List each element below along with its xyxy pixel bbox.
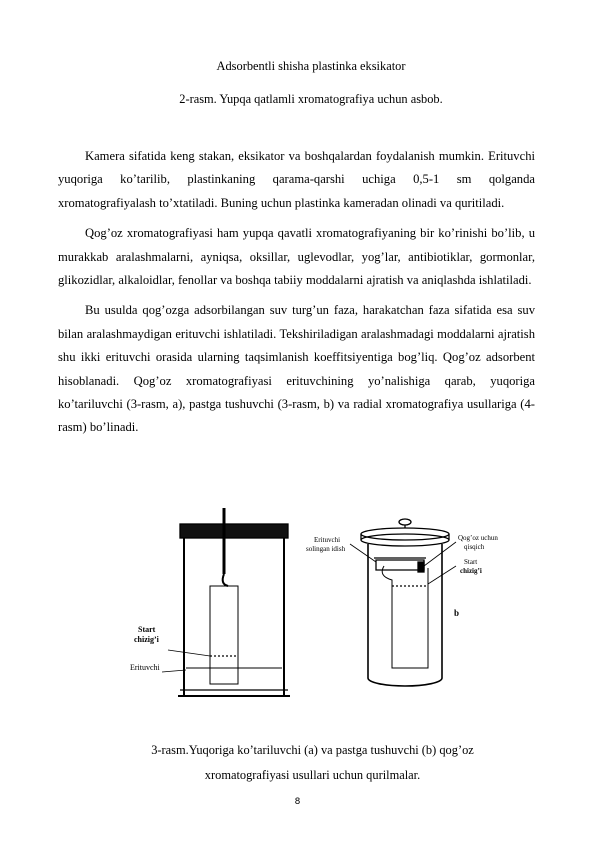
right-chizigi-label: chizig’i [460,567,482,575]
page-number: 8 [294,797,301,807]
paragraph-2: Qog’oz xromatografiyasi ham yupqa qavatli xromatografiyaning bir ko’rinishi bo’lib, u murakkab aralashmalarni, ayniqsa, oksillar, uglevodlar, yog’lar, antibiotiklar, gormonlar, glikozidlar, alkaloidlar, fenollar va boshqa tabiiy moddalarni ajratish va aniqlashda ishlatiladi. [58,226,535,288]
left-start-label: Start [138,625,156,634]
paragraph-1: Kamera sifatida keng stakan, eksikator va boshqalardan foydalanish mumkin. Erituvchi yuqoriga ko’tarilib, plastinkaning qarama-qarshi uchiga 0,5-1 sm qolganda xromatografiyalash to’xtatiladi. Buning uchun plastinka kameradan olinadi va quritiladi. [58,149,535,210]
paper-strip [210,586,238,684]
right-qisqich-label: qisqich [464,543,485,551]
left-erituvchi-label: Erituvchi [130,663,160,672]
right-start-label: Start [464,558,478,566]
figure-3-caption [0,738,595,788]
body-text [58,145,535,447]
jar-lid [180,524,288,538]
ascending-apparatus-drawing [162,508,290,696]
right-solingan-label: solingan idish [306,545,346,553]
right-b-label: b [454,608,460,618]
left-chizigi-label: chizig’i [134,635,159,644]
figure-2-caption: 2-rasm. Yupqa qatlamli xromatografiya uchun asbob. [179,92,443,106]
right-qogoz-label: Qog’oz uchun [458,534,498,542]
descending-apparatus-drawing [350,519,456,686]
figure-3-caption-line-1: 3-rasm.Yuqoriga ko’tariluvchi (a) va pastga tushuvchi (b) qog’oz [151,743,474,757]
chromatography-apparatus-figure [118,508,518,703]
right-erituvchi-label: Erituvchi [314,536,341,544]
paragraph-3: Bu usulda qog’ozga adsorbilangan suv turg’un faza, harakatchan faza sifatida esa suv bilan aralashmaydigan erituvchi ishlatiladi. Tekshiriladigan aralashmadagi moddalarni ajratish shu ikki erituvchi orasida ularning taqsimlanish koeffitsiyentiga bog’liq. Qog’oz adsorbent hisoblanadi. Qog’oz xromatografiyasi erituvchining yo’nalishiga qarab, yuqoriga ko’tariluvchi (3-rasm, a), pastga tushuvchi (3-rasm, b) va radial xromatografiya usullariga (4-rasm) bo’linadi. [58,303,535,435]
figure-3-caption-line-2: xromatografiyasi usullari uchun qurilmalar. [204,768,421,782]
figure-top-caption: Adsorbentli shisha plastinka eksikator [216,59,406,73]
